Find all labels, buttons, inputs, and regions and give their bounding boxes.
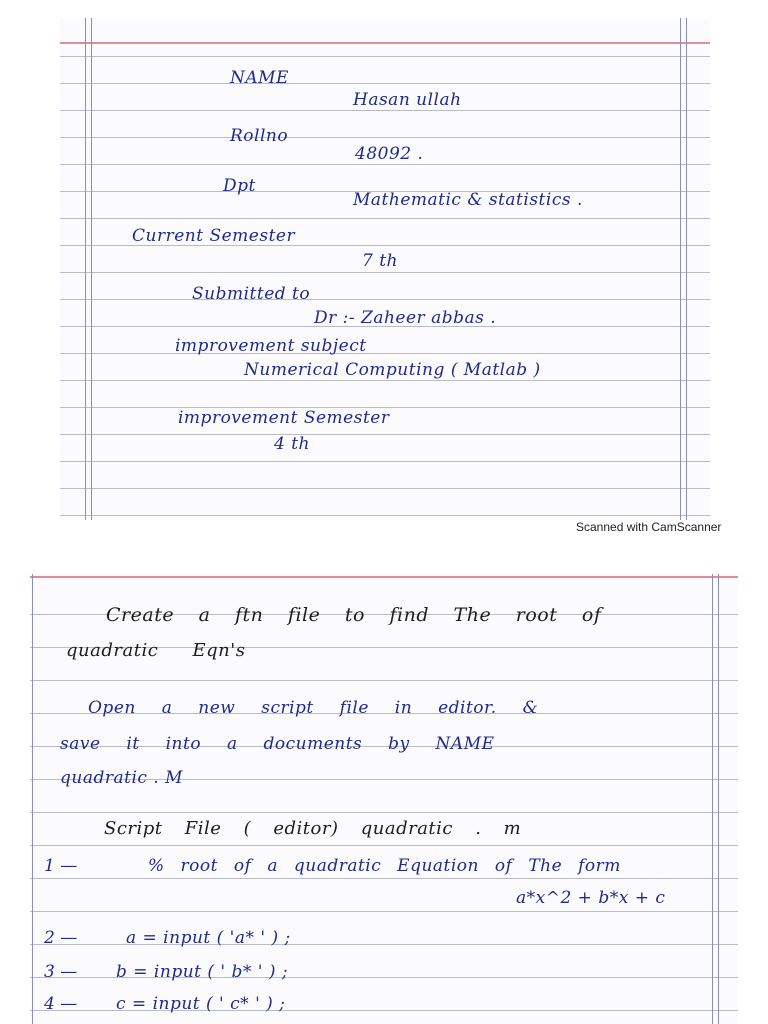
improvement-subject-value: Numerical Computing ( Matlab ): [244, 360, 541, 380]
right-margin-line: [680, 18, 681, 520]
script-file-heading: Script File ( editor) quadratic . m: [104, 818, 522, 839]
improvement-semester-value: 4 th: [274, 434, 310, 454]
top-margin-line: [30, 576, 738, 578]
code-line-text: a*x^2 + b*x + c: [516, 888, 666, 908]
improvement-semester-label: improvement Semester: [178, 408, 390, 428]
paragraph-line-1: Open a new script file in editor. &: [88, 698, 539, 718]
code-line-text: a = input ( 'a* ' ) ;: [126, 928, 291, 948]
submitted-to-value: Dr :- Zaheer abbas .: [314, 308, 497, 328]
code-line-text: b = input ( ' b* ' ) ;: [116, 962, 289, 982]
heading-line-1: Create a ftn file to find The root of: [106, 604, 602, 626]
name-value: Hasan ullah: [353, 90, 462, 110]
submitted-to-label: Submitted to: [192, 284, 311, 304]
code-line-text: % root of a quadratic Equation of The form: [148, 856, 621, 876]
page-gap: [0, 540, 768, 574]
notebook-page-1: [60, 18, 710, 520]
right-margin-line-inner: [718, 574, 719, 1024]
name-label: NAME: [230, 68, 289, 88]
rollno-value: 48092 .: [355, 144, 424, 164]
paragraph-line-2: save it into a documents by NAME: [60, 734, 495, 754]
right-margin-line: [712, 574, 713, 1024]
code-line-text: c = input ( ' c* ' ) ;: [116, 994, 286, 1014]
current-semester-label: Current Semester: [132, 226, 296, 246]
code-line-number: 3 —: [44, 962, 78, 982]
rollno-label: Rollno: [230, 126, 289, 146]
camscanner-watermark: Scanned with CamScanner: [576, 520, 722, 534]
notebook-page-2: [30, 574, 738, 1024]
left-margin-line: [32, 574, 33, 1024]
current-semester-value: 7 th: [362, 251, 398, 271]
dpt-value: Mathematic & statistics .: [353, 190, 583, 210]
code-line-number: 1 —: [44, 856, 78, 876]
left-margin-line-inner: [91, 18, 92, 520]
paragraph-line-3: quadratic . M: [60, 768, 184, 788]
code-line-number: 2 —: [44, 928, 78, 948]
improvement-subject-label: improvement subject: [175, 336, 367, 356]
heading-line-2: quadratic Eqn's: [66, 640, 246, 661]
code-line-number: 4 —: [44, 994, 78, 1014]
right-margin-line-inner: [686, 18, 687, 520]
dpt-label: Dpt: [223, 176, 256, 196]
top-margin-line: [60, 42, 710, 44]
left-margin-line: [85, 18, 86, 520]
